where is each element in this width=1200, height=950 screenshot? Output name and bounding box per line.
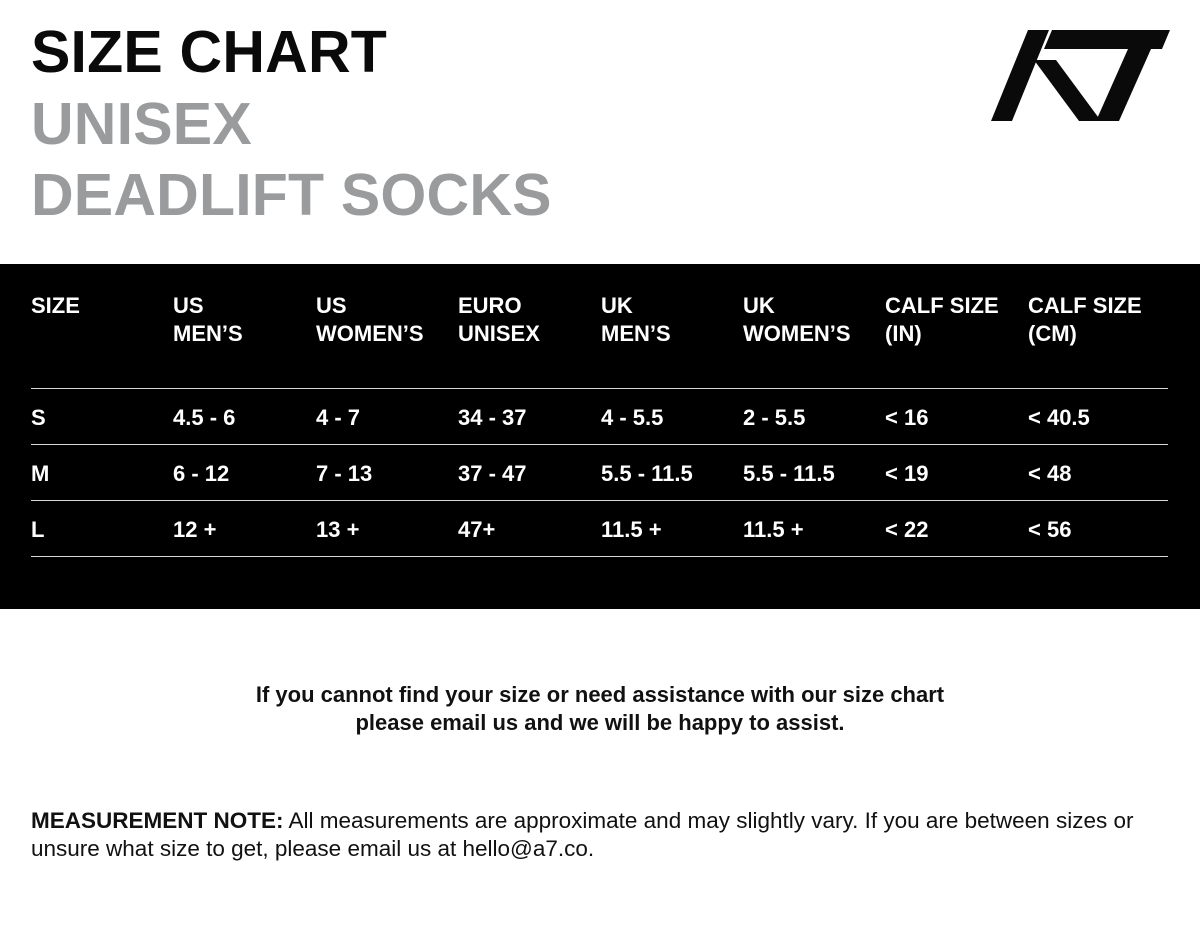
column-header-calf-size-in (885, 292, 999, 348)
column-header-uk-womens (743, 292, 851, 348)
column-header-calf-size-cm (1028, 292, 1142, 348)
a7-logo-icon (988, 28, 1172, 122)
page-subtitle-unisex: UNISEX (31, 91, 252, 157)
column-header-line: WOMEN’S (316, 321, 424, 346)
table-cell-euro-unisex: 47+ (458, 517, 496, 542)
size-table (0, 264, 1200, 609)
page-subtitle-product: DEADLIFT SOCKS (31, 162, 552, 228)
column-header-line: US (173, 293, 204, 318)
measurement-note-text: All measurements are approximate and may slightly vary. If you are between sizes or unsure what size to get, please email us at hello@a7.co. (31, 808, 1134, 861)
column-header-line: WOMEN’S (743, 321, 851, 346)
table-cell-uk-womens: 5.5 - 11.5 (743, 461, 835, 486)
column-header-us-womens (316, 292, 424, 348)
table-divider (31, 556, 1168, 557)
column-header-line: SIZE (31, 293, 80, 318)
logo-diagonal-stroke (1034, 60, 1101, 121)
table-cell-uk-mens: 4 - 5.5 (601, 405, 664, 430)
measurement-note-label: MEASUREMENT NOTE: (31, 808, 284, 833)
column-header-line: (IN) (885, 321, 922, 346)
assistance-text-line1: If you cannot find your size or need assistance with our size chart (255, 682, 945, 707)
column-header-size (31, 292, 80, 320)
table-cell-uk-mens: 5.5 - 11.5 (601, 461, 693, 486)
table-cell-us-womens: 4 - 7 (316, 405, 361, 430)
table-cell-calf-size-cm: < 40.5 (1028, 405, 1090, 430)
column-header-us-mens (173, 292, 243, 348)
page-title: SIZE CHART (31, 19, 387, 85)
table-cell-us-mens: 6 - 12 (173, 461, 230, 486)
table-cell-size: S (31, 405, 46, 430)
column-header-line: MEN’S (601, 321, 671, 346)
table-cell-calf-size-cm: < 56 (1028, 517, 1072, 542)
table-cell-size: M (31, 461, 50, 486)
column-header-line: MEN’S (173, 321, 243, 346)
logo-left-stroke (991, 30, 1049, 121)
table-cell-us-mens: 12 + (173, 517, 217, 542)
measurement-note (31, 807, 1181, 863)
table-cell-calf-size-in: < 16 (885, 405, 929, 430)
table-cell-uk-womens: 2 - 5.5 (743, 405, 806, 430)
table-cell-uk-womens: 11.5 + (743, 517, 804, 542)
table-cell-us-womens: 7 - 13 (316, 461, 373, 486)
column-header-line: UK (743, 293, 775, 318)
table-cell-calf-size-in: < 19 (885, 461, 929, 486)
column-header-uk-mens (601, 292, 671, 348)
column-header-line: UK (601, 293, 633, 318)
table-cell-us-womens: 13 + (316, 517, 360, 542)
table-divider (31, 500, 1168, 501)
column-header-line: CALF SIZE (885, 293, 999, 318)
table-cell-size: L (31, 517, 45, 542)
column-header-line: CALF SIZE (1028, 293, 1142, 318)
column-header-euro-unisex (458, 292, 540, 348)
logo-right-stroke (1096, 49, 1151, 121)
logo-top-bar (1044, 30, 1170, 49)
assistance-text-line2: please email us and we will be happy to assist. (355, 710, 845, 735)
table-cell-euro-unisex: 34 - 37 (458, 405, 527, 430)
table-divider (31, 388, 1168, 389)
table-divider (31, 444, 1168, 445)
table-cell-calf-size-in: < 22 (885, 517, 929, 542)
column-header-line: US (316, 293, 347, 318)
column-header-line: UNISEX (458, 321, 540, 346)
column-header-line: (CM) (1028, 321, 1077, 346)
column-header-line: EURO (458, 293, 522, 318)
table-cell-us-mens: 4.5 - 6 (173, 405, 236, 430)
table-cell-uk-mens: 11.5 + (601, 517, 662, 542)
table-cell-calf-size-cm: < 48 (1028, 461, 1072, 486)
table-cell-euro-unisex: 37 - 47 (458, 461, 527, 486)
